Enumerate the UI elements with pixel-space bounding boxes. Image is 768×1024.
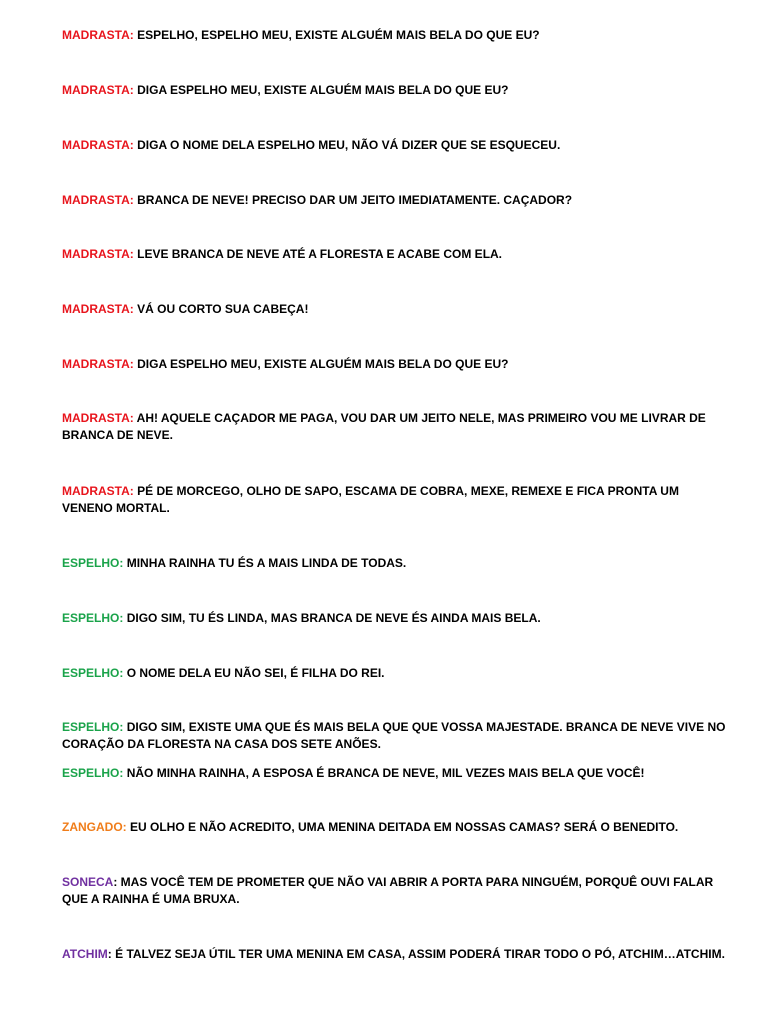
speaker-colon: :	[119, 666, 124, 680]
dialogue-text: EU OLHO E NÃO ACREDITO, UMA MENINA DEITADA EM NOSSAS CAMAS? SERÁ O BENEDITO.	[126, 820, 679, 834]
dialogue-text: DIGA ESPELHO MEU, EXISTE ALGUÉM MAIS BELA DO QUE EU?	[133, 357, 509, 371]
speaker-colon: :	[119, 611, 124, 625]
dialogue-line	[62, 946, 728, 963]
dialogue-text: MINHA RAINHA TU ÉS A MAIS LINDA DE TODAS.	[123, 556, 407, 570]
speaker-label: ESPELHO	[62, 766, 120, 780]
dialogue-line	[62, 246, 728, 263]
speaker-colon: :	[129, 411, 134, 425]
speaker-colon: :	[129, 138, 134, 152]
speaker-label: MADRASTA	[62, 193, 130, 207]
dialogue-text: DIGO SIM, TU ÉS LINDA, MAS BRANCA DE NEVE ÉS AINDA MAIS BELA.	[123, 611, 541, 625]
speaker-colon: :	[129, 193, 134, 207]
speaker-label: MADRASTA	[62, 302, 130, 316]
dialogue-line	[62, 665, 728, 682]
speaker-label: ESPELHO	[62, 611, 120, 625]
dialogue-line	[62, 27, 728, 44]
dialogue-text: DIGA ESPELHO MEU, EXISTE ALGUÉM MAIS BELA DO QUE EU?	[133, 83, 509, 97]
dialogue-text: ESPELHO, ESPELHO MEU, EXISTE ALGUÉM MAIS BELA DO QUE EU?	[133, 28, 540, 42]
dialogue-line	[62, 819, 728, 836]
speaker-label: ATCHIM	[62, 947, 108, 961]
speaker-colon: :	[113, 875, 118, 889]
speaker-label: ZANGADO	[62, 820, 123, 834]
speaker-colon: :	[129, 302, 134, 316]
speaker-label: MADRASTA	[62, 138, 130, 152]
dialogue-text: O NOME DELA EU NÃO SEI, É FILHA DO REI.	[123, 666, 385, 680]
speaker-label: MADRASTA	[62, 83, 130, 97]
dialogue-text: É TALVEZ SEJA ÚTIL TER UMA MENINA EM CASA, ASSIM PODERÁ TIRAR TODO O PÓ, ATCHIM…ATCHIM.	[111, 947, 725, 961]
dialogue-text: AH! AQUELE CAÇADOR ME PAGA, VOU DAR UM JEITO NELE, MAS PRIMEIRO VOU ME LIVRAR DE BRANCA DE NEVE.	[62, 411, 706, 442]
speaker-label: MADRASTA	[62, 357, 130, 371]
speaker-colon: :	[119, 556, 124, 570]
dialogue-text: NÃO MINHA RAINHA, A ESPOSA É BRANCA DE NEVE, MIL VEZES MAIS BELA QUE VOCÊ!	[123, 766, 645, 780]
dialogue-line	[62, 874, 728, 908]
speaker-label: MADRASTA	[62, 484, 130, 498]
speaker-colon: :	[119, 720, 124, 734]
dialogue-text: DIGA O NOME DELA ESPELHO MEU, NÃO VÁ DIZER QUE SE ESQUECEU.	[133, 138, 561, 152]
dialogue-line	[62, 610, 728, 627]
dialogue-text: DIGO SIM, EXISTE UMA QUE ÉS MAIS BELA QUE QUE VOSSA MAJESTADE. BRANCA DE NEVE VIVE NO CORAÇÃO DA FLORESTA NA CASA DOS SETE ANÕES.	[62, 720, 726, 751]
dialogue-line	[62, 301, 728, 318]
dialogue-line	[62, 765, 728, 782]
speaker-label: MADRASTA	[62, 247, 130, 261]
speaker-colon: :	[129, 28, 134, 42]
speaker-colon: :	[129, 83, 134, 97]
speaker-label: ESPELHO	[62, 556, 120, 570]
speaker-label: MADRASTA	[62, 28, 130, 42]
speaker-label: MADRASTA	[62, 411, 130, 425]
speaker-colon: :	[122, 820, 127, 834]
dialogue-line	[62, 137, 728, 154]
speaker-label: SONECA	[62, 875, 114, 889]
dialogue-line	[62, 483, 728, 517]
dialogue-line	[62, 82, 728, 99]
dialogue-line	[62, 192, 728, 209]
speaker-label: ESPELHO	[62, 666, 120, 680]
dialogue-line	[62, 410, 728, 444]
dialogue-text: PÉ DE MORCEGO, OLHO DE SAPO, ESCAMA DE COBRA, MEXE, REMEXE E FICA PRONTA UM VENENO MORTAL.	[62, 484, 679, 515]
speaker-label: ESPELHO	[62, 720, 120, 734]
dialogue-line	[62, 356, 728, 373]
dialogue-line	[62, 555, 728, 572]
dialogue-text: LEVE BRANCA DE NEVE ATÉ A FLORESTA E ACABE COM ELA.	[133, 247, 503, 261]
speaker-colon: :	[129, 484, 134, 498]
speaker-colon: :	[129, 247, 134, 261]
dialogue-text: MAS VOCÊ TEM DE PROMETER QUE NÃO VAI ABRIR A PORTA PARA NINGUÉM, PORQUÊ OUVI FALAR QUE A RAINHA É UMA BRUXA.	[62, 875, 714, 906]
speaker-colon: :	[129, 357, 134, 371]
dialogue-line	[62, 719, 728, 753]
speaker-colon: :	[107, 947, 112, 961]
dialogue-text: BRANCA DE NEVE! PRECISO DAR UM JEITO IMEDIATAMENTE. CAÇADOR?	[133, 193, 573, 207]
dialogue-text: VÁ OU CORTO SUA CABEÇA!	[133, 302, 309, 316]
speaker-colon: :	[119, 766, 124, 780]
